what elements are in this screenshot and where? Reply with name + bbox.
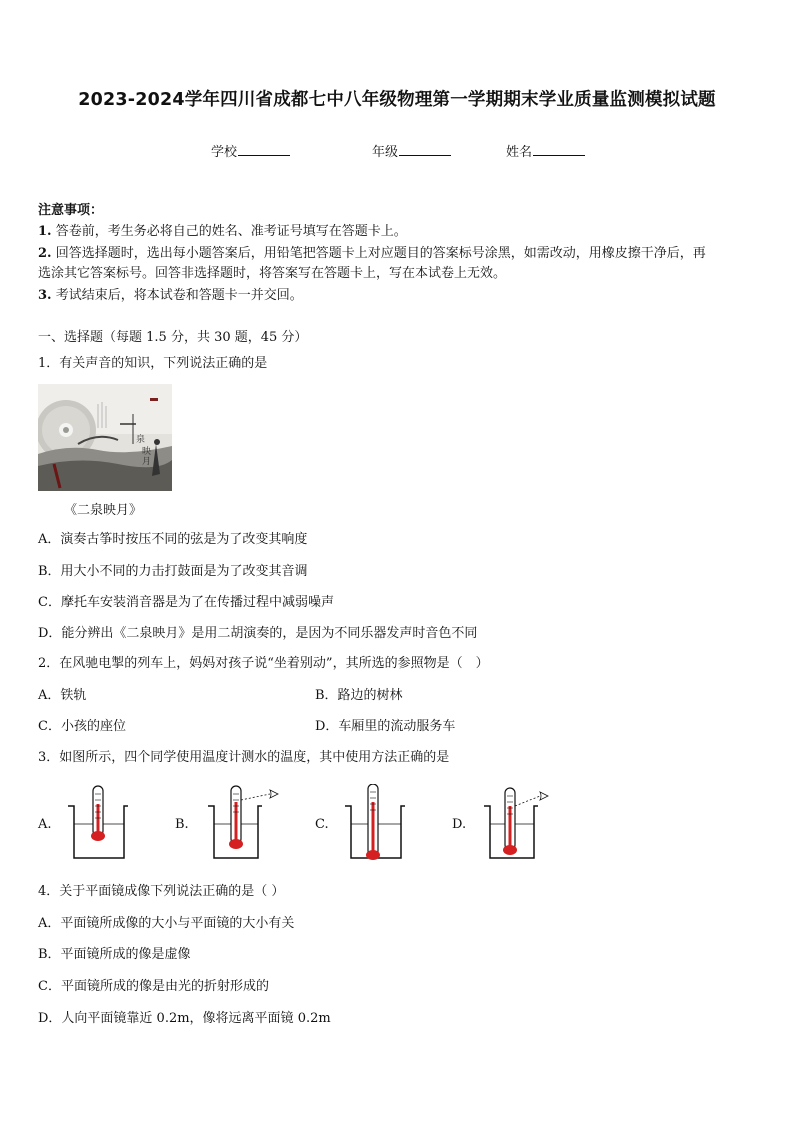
q1-option-a: A．演奏古筝时按压不同的弦是为了改变其响度 — [38, 532, 308, 547]
q4-option-c: C．平面镜所成的像是由光的折射形成的 — [38, 979, 269, 994]
q4-option-b: B．平面镜所成的像是虚像 — [38, 947, 191, 962]
notice-item-3: 3. 考试结束后，将本试卷和答题卡一并交回。 — [38, 288, 303, 303]
school-label: 学校 — [211, 145, 238, 160]
q4-option-a: A．平面镜所成像的大小与平面镜的大小有关 — [38, 916, 295, 931]
erquan-yingyue-painting — [38, 384, 172, 491]
q1-option-d: D．能分辨出《二泉映月》是用二胡演奏的，是因为不同乐器发声时音色不同 — [38, 626, 478, 641]
name-field — [506, 141, 585, 160]
svg-text:泉: 泉 — [136, 435, 146, 445]
q2-option-a: A．铁轨 — [38, 688, 87, 703]
svg-text:月: 月 — [142, 457, 152, 467]
thermometer-beaker-icon-c — [343, 784, 407, 868]
q4-option-d: D．人向平面镜靠近 0.2m，像将远离平面镜 0.2m — [38, 1011, 331, 1026]
school-field — [211, 141, 290, 160]
q3-label-d: D. — [452, 817, 467, 832]
q1-option-c: C．摩托车安装消音器是为了在传播过程中减弱噪声 — [38, 595, 334, 610]
grade-blank — [399, 143, 451, 156]
q3-label-c: C. — [315, 817, 329, 832]
q3-stem: 3．如图所示，四个同学使用温度计测水的温度，其中使用方法正确的是 — [38, 750, 450, 765]
thermometer-beaker-icon-a — [66, 784, 130, 868]
thermometer-beaker-icon-d — [482, 784, 554, 868]
notice-heading: 注意事项： — [38, 203, 104, 218]
name-label: 姓名 — [506, 145, 533, 160]
q1-image-caption: 《二泉映月》 — [64, 503, 143, 518]
q2-option-b: B．路边的树林 — [315, 688, 403, 703]
q2-option-c: C．小孩的座位 — [38, 719, 126, 734]
q1-stem: 1．有关声音的知识，下列说法正确的是 — [38, 356, 268, 371]
notice-item-2: 2. 回答选择题时，选出每小题答案后，用铅笔把答题卡上对应题目的答案标号涂黑，如需改动，用橡皮擦干净后，再 — [38, 246, 706, 261]
q2-stem: 2．在风驰电掣的列车上，妈妈对孩子说“坐着别动”，其所选的参照物是（ ） — [38, 656, 489, 671]
q4-stem: 4．关于平面镜成像下列说法正确的是（ ） — [38, 884, 285, 899]
grade-label: 年级 — [372, 145, 399, 160]
q2-option-d: D．车厢里的流动服务车 — [315, 719, 456, 734]
q1-option-b: B．用大小不同的力击打鼓面是为了改变其音调 — [38, 564, 308, 579]
section-heading: 一、选择题（每题 1.5 分，共 30 题，45 分） — [38, 330, 308, 345]
grade-field — [372, 141, 451, 160]
thermometer-beaker-icon-b — [206, 784, 282, 868]
svg-text:映: 映 — [142, 447, 152, 457]
page-title: 2023-2024学年四川省成都七中八年级物理第一学期期末学业质量监测模拟试题 — [78, 90, 716, 110]
q3-label-b: B. — [175, 817, 189, 832]
school-blank — [238, 143, 290, 156]
notice-item-1: 1. 答卷前，考生务必将自己的姓名、准考证号填写在答题卡上。 — [38, 224, 407, 239]
q3-label-a: A. — [38, 817, 52, 832]
notice-item-2-cont: 选涂其它答案标号。回答非选择题时，将答案写在答题卡上，写在本试卷上无效。 — [38, 266, 507, 281]
name-blank — [533, 143, 585, 156]
